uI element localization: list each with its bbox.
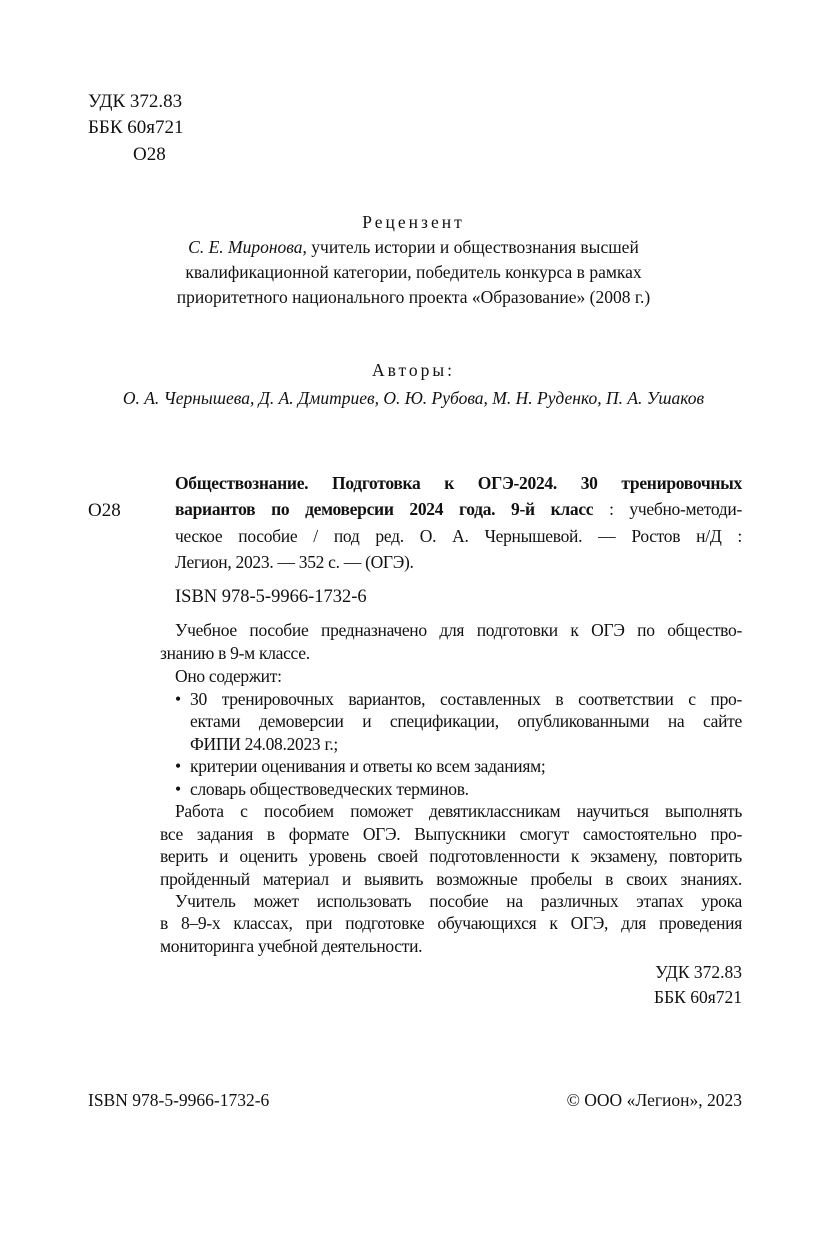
reviewer-name: С. Е. Миронова bbox=[188, 237, 303, 257]
bib-isbn: ISBN 978-5-9966-1732-6 bbox=[175, 587, 367, 607]
annotation-line: в 8–9-х классах, при подготовке обучающихся к ОГЭ, для проведения bbox=[160, 913, 742, 933]
udk-bottom: УДК 372.83 bbox=[655, 962, 742, 982]
bbk-bottom: ББК 60я721 bbox=[654, 987, 742, 1007]
annotation-line: мониторинга учебной деятельности. bbox=[160, 936, 423, 956]
annotation-line: Работа с пособием поможет девятиклассникам научиться выполнять bbox=[175, 801, 742, 821]
authors-names: О. А. Чернышева, Д. А. Дмитриев, О. Ю. Рубова, М. Н. Руденко, П. А. Ушаков bbox=[122, 388, 705, 408]
annotation-line: знанию в 9-м классе. bbox=[160, 643, 310, 663]
bib-title-part: вариантов по демоверсии 2024 года. 9-й класс bbox=[175, 499, 594, 519]
annotation-line: Учитель может использовать пособие на различных этапах урока bbox=[175, 891, 742, 911]
annotation-line: ектами демоверсии и спецификации, опубликованными на сайте bbox=[190, 711, 742, 731]
authors-heading: Авторы: bbox=[371, 360, 455, 380]
annotation-line: пройденный материал и выявить возможные пробелы в своих знаниях. bbox=[160, 869, 742, 889]
bib-title-line bbox=[175, 501, 742, 519]
bullet: • bbox=[175, 779, 182, 799]
annotation-line: Оно содержит: bbox=[175, 666, 282, 686]
bib-mark: О28 bbox=[88, 500, 121, 521]
footer-isbn: ISBN 978-5-9966-1732-6 bbox=[88, 1090, 270, 1110]
annotation-line: 30 тренировочных вариантов, составленных в соответствии с про- bbox=[190, 689, 742, 709]
bbk-code: ББК 60я721 bbox=[88, 117, 184, 138]
footer-copyright: © ООО «Легион», 2023 bbox=[566, 1090, 742, 1110]
reviewer-line: приоритетного национального проекта «Образование» (2008 г.) bbox=[176, 287, 651, 307]
bib-line: Легион, 2023. — 352 с. — (ОГЭ). bbox=[175, 552, 414, 572]
reviewer-heading: Рецензент bbox=[362, 212, 465, 232]
author-mark: О28 bbox=[133, 144, 166, 165]
annotation-line: критерии оценивания и ответы ко всем заданиям; bbox=[190, 756, 546, 776]
annotation-line: все задания в формате ОГЭ. Выпускники смогут самостоятельно про- bbox=[160, 824, 742, 844]
reviewer-line: квалификационной категории, победитель конкурса в рамках bbox=[185, 262, 642, 282]
reviewer-line bbox=[0, 239, 827, 257]
bib-line: ческое пособие / под ред. О. А. Чернышевой. — Ростов н/Д : bbox=[175, 526, 742, 546]
udk-code: УДК 372.83 bbox=[88, 91, 183, 112]
bib-desc-part: : учебно-методи- bbox=[593, 499, 743, 519]
bullet: • bbox=[175, 756, 182, 776]
annotation-line: Учебное пособие предназначено для подготовки к ОГЭ по общество- bbox=[175, 620, 742, 640]
reviewer-text: , учитель истории и обществознания высшей bbox=[302, 237, 639, 257]
bullet: • bbox=[175, 689, 182, 709]
annotation-line: верить и оценить уровень своей подготовленности к экзамену, повторить bbox=[160, 846, 742, 866]
annotation-line: словарь обществоведческих терминов. bbox=[190, 779, 469, 799]
bib-title-line: Обществознание. Подготовка к ОГЭ-2024. 30 тренировочных bbox=[175, 473, 742, 493]
annotation-line: ФИПИ 24.08.2023 г.; bbox=[190, 734, 338, 754]
